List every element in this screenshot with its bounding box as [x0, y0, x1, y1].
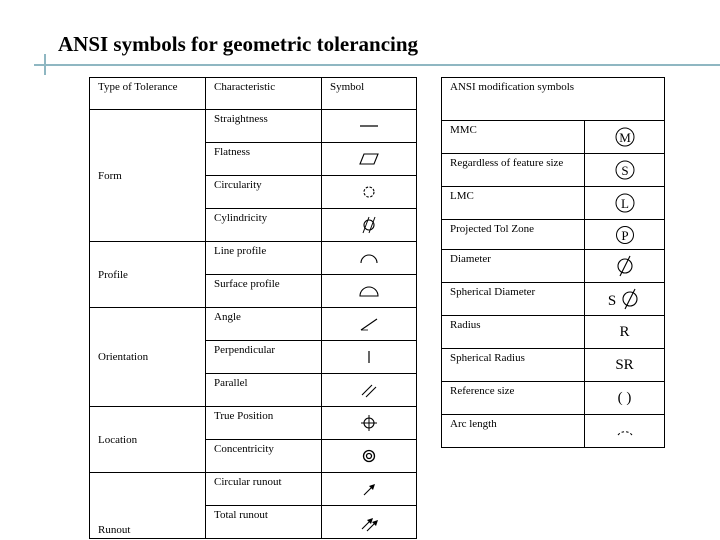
arc-length-icon — [610, 423, 640, 439]
modifier-symbol: P — [620, 227, 629, 243]
modifier-label: Spherical Diameter — [442, 283, 585, 316]
page-title: ANSI symbols for geometric tolerancing — [58, 32, 419, 56]
table-row — [442, 283, 665, 316]
table-row — [90, 473, 417, 506]
title-underline — [34, 64, 720, 66]
table-row — [442, 187, 665, 220]
type-runout: Runout — [90, 473, 206, 539]
table-row — [442, 250, 665, 283]
table-row — [442, 382, 665, 415]
line-profile-icon — [354, 249, 384, 267]
characteristic-cell: Angle — [206, 308, 322, 341]
characteristic-cell: Line profile — [206, 242, 322, 275]
modifier-symbol: S — [607, 293, 616, 309]
concentricity-icon — [354, 446, 384, 466]
circled-letter-icon — [610, 125, 640, 149]
table-row — [442, 316, 665, 349]
characteristic-cell: Surface profile — [206, 275, 322, 308]
modification-table — [441, 77, 665, 448]
header-characteristic: Characteristic — [206, 78, 322, 110]
table-row — [442, 154, 665, 187]
type-orientation: Orientation — [90, 308, 206, 407]
characteristic-cell: Concentricity — [206, 440, 322, 473]
modifier-label: Spherical Radius — [442, 349, 585, 382]
straightness-icon — [354, 118, 384, 134]
circled-letter-icon — [610, 224, 640, 246]
table-row — [442, 349, 665, 382]
title-marker — [44, 54, 46, 75]
table-row — [442, 121, 665, 154]
table-row — [442, 415, 665, 448]
modifier-symbol: SR — [585, 349, 665, 382]
characteristic-cell: True Position — [206, 407, 322, 440]
modifier-symbol: R — [585, 316, 665, 349]
characteristic-cell: Straightness — [206, 110, 322, 143]
characteristic-cell: Cylindricity — [206, 209, 322, 242]
angularity-icon — [354, 315, 384, 333]
characteristic-cell: Flatness — [206, 143, 322, 176]
table-row — [90, 407, 417, 440]
modifier-label: Arc length — [442, 415, 585, 448]
type-profile: Profile — [90, 242, 206, 308]
characteristic-cell: Circularity — [206, 176, 322, 209]
perpendicularity-icon — [354, 348, 384, 366]
modifier-symbol: S — [620, 163, 629, 178]
type-form: Form — [90, 110, 206, 242]
characteristic-cell: Parallel — [206, 374, 322, 407]
flatness-icon — [354, 150, 384, 168]
type-location: Location — [90, 407, 206, 473]
circled-letter-icon — [610, 158, 640, 182]
modification-header: ANSI modification symbols — [442, 78, 665, 121]
modifier-symbol: L — [620, 196, 629, 211]
diameter-icon — [605, 287, 645, 311]
modifier-symbol: M — [618, 130, 631, 145]
diameter-icon — [610, 254, 640, 278]
modifier-label: LMC — [442, 187, 585, 220]
table-row — [90, 308, 417, 341]
modifier-label: Reference size — [442, 382, 585, 415]
circled-letter-icon — [610, 191, 640, 215]
modifier-label: Projected Tol Zone — [442, 220, 585, 250]
table-row — [442, 220, 665, 250]
table-row — [90, 110, 417, 143]
circular-runout-icon — [354, 480, 384, 498]
modifier-label: Diameter — [442, 250, 585, 283]
modifier-label: MMC — [442, 121, 585, 154]
characteristic-cell: Circular runout — [206, 473, 322, 506]
modifier-symbol: ( ) — [585, 382, 665, 415]
table-header-row — [442, 78, 665, 121]
tolerance-table — [89, 77, 417, 539]
true-position-icon — [354, 413, 384, 433]
header-type: Type of Tolerance — [90, 78, 206, 110]
header-symbol: Symbol — [322, 78, 417, 110]
characteristic-cell: Total runout — [206, 506, 322, 539]
cylindricity-icon — [354, 215, 384, 235]
table-row — [90, 242, 417, 275]
total-runout-icon — [354, 512, 384, 532]
circularity-icon — [354, 183, 384, 201]
table-header-row — [90, 78, 417, 110]
surface-profile-icon — [354, 282, 384, 300]
characteristic-cell: Perpendicular — [206, 341, 322, 374]
parallelism-icon — [354, 381, 384, 399]
modifier-label: Regardless of feature size — [442, 154, 585, 187]
modifier-label: Radius — [442, 316, 585, 349]
